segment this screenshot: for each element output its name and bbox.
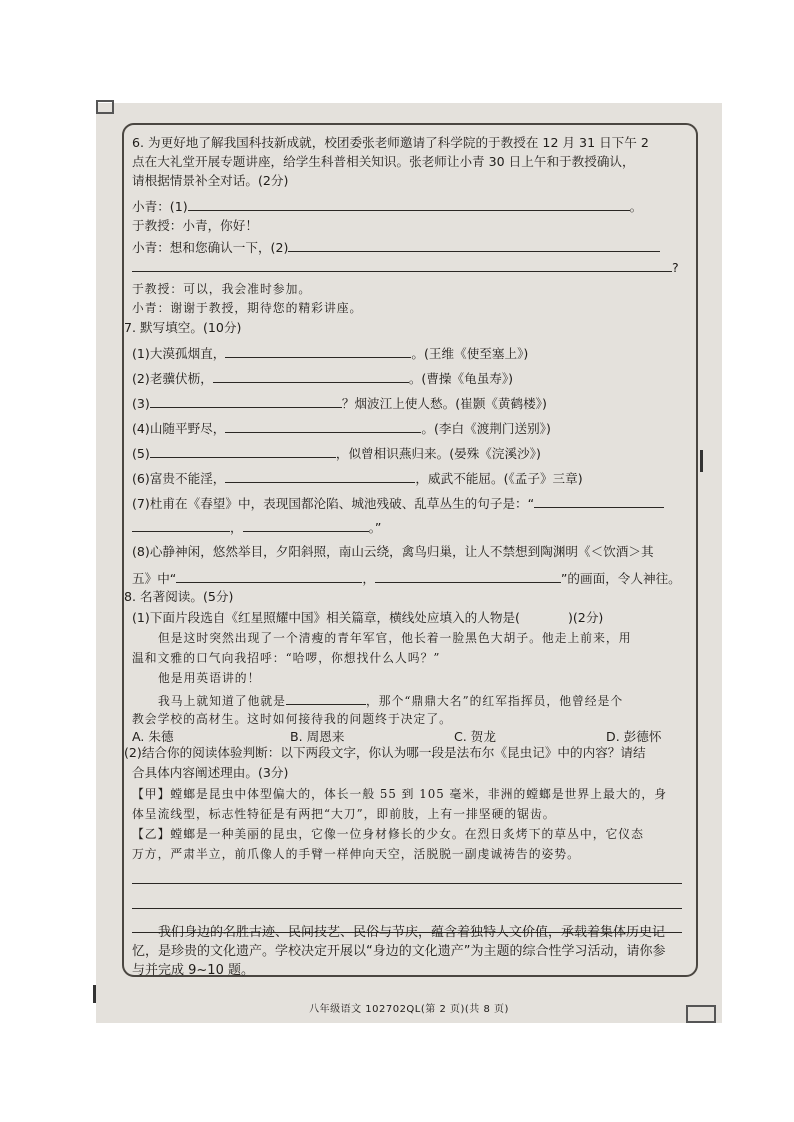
q7-item-6-prompt: (6)富贵不能淫， (132, 471, 226, 486)
q7-item-3 (132, 394, 547, 412)
q7-item-8: (8)心静神闲，悠然举目，夕阳斜照，南山云绕，禽鸟归巢，让人不禁想到陶渊明《＜饮酒＞其 (132, 544, 654, 559)
corner-mark-bottom-right (686, 1005, 716, 1023)
q7-item-4 (132, 419, 551, 437)
q8-part1 (132, 610, 603, 626)
q8-passage-line4 (158, 691, 623, 709)
q7-item-4-source: 。(李白《渡荆门送别》) (421, 421, 551, 436)
q7-item-5-source: ，似曾相识燕归来。(晏殊《浣溪沙》) (335, 446, 541, 461)
q7-blank-7c[interactable] (243, 518, 369, 532)
q7-item-3-prompt: (3) (132, 396, 150, 411)
q7-item-8-comma: ， (362, 571, 375, 586)
q8-jia-line2: 体呈流线型，标志性特征是有两把“大刀”，即前肢，上有一排坚硬的锯齿。 (132, 807, 556, 821)
q8-option-c[interactable]: C. 贺龙 (454, 729, 496, 744)
q7-blank-4[interactable] (225, 419, 421, 433)
q6-blank-1[interactable] (188, 197, 630, 211)
q7-item-2-prompt: (2)老骥伏枥， (132, 371, 213, 386)
q7-item-5-prompt: (5) (132, 446, 150, 461)
q6-blank-2[interactable] (288, 238, 660, 252)
q7-blank-2[interactable] (213, 369, 409, 383)
q7-blank-7b[interactable] (132, 518, 230, 532)
q7-item-8-end: ”的画面，令人神往。 (560, 571, 681, 586)
q7-blank-6[interactable] (225, 469, 415, 483)
q8-answer-line-2[interactable] (132, 908, 682, 909)
q6-dialogue-4: 于教授：可以，我会准时参加。 (132, 282, 312, 296)
q7-blank-1[interactable] (225, 344, 411, 358)
q6-dialogue-5: 小青：谢谢于教授，期待您的精彩讲座。 (132, 301, 363, 315)
q7-item-7-cont (132, 518, 381, 536)
q7-item-7-comma: ， (230, 520, 243, 535)
q6-dialogue-3 (132, 238, 660, 256)
page-footer: 八年级语文 102702QL(第 2 页)(共 8 页) (309, 1004, 509, 1015)
q6-line2: 点在大礼堂开展专题讲座，给学生科普相关知识。张老师让小青 30 日上午和于教授确认， (132, 154, 635, 169)
q8-part2-line2: 合具体内容阐述理由。(3分) (132, 765, 289, 780)
q7-item-8-open: 五》中“ (132, 571, 177, 586)
intro-line1: 我们身边的名胜古迹、民间技艺、民俗与节庆，蕴含着独特人文价值，承载着集体历史记 (158, 925, 666, 940)
q6-dialogue-1 (132, 197, 642, 215)
q7-item-5 (132, 444, 541, 462)
q8-passage-line5: 教会学校的高材生。这时如何接待我的问题终于决定了。 (132, 712, 452, 726)
intro-line2: 忆，是珍贵的文化遗产。学校决定开展以“身边的文化遗产”为主题的综合性学习活动，请你参 (132, 944, 666, 959)
q8-part1-prompt: (1)下面片段选自《红星照耀中国》相关篇章，横线处应填入的人物是( (132, 610, 520, 625)
q6-dialogue-3-end: ? (672, 260, 679, 275)
q7-item-2 (132, 369, 513, 387)
q6-dialogue-1-label: 小青：(1) (132, 199, 188, 214)
q7-blank-3[interactable] (150, 394, 342, 408)
q6-dialogue-1-end: 。 (629, 199, 643, 214)
q7-title: 7. 默写填空。(10分) (124, 320, 242, 335)
q8-yi-line2: 万方，严肃半立，前爪像人的手臂一样伸向天空，活脱脱一副虔诚祷告的姿势。 (132, 847, 580, 861)
q8-passage-line3: 他是用英语讲的！ (158, 671, 261, 685)
edge-mark-right (700, 450, 703, 472)
q7-item-2-source: 。(曹操《龟虽寿》) (408, 371, 514, 386)
q7-item-7-prompt: (7)杜甫在《春望》中，表现国都沦陷、城池残破、乱草丛生的句子是：“ (132, 496, 535, 511)
q6-dialogue-2: 于教授：小青，你好！ (132, 218, 258, 233)
q6-line1: 6. 为更好地了解我国科技新成就，校团委张老师邀请了科学院的于教授在 12 月 31 日下午 2 (132, 135, 649, 150)
q6-line3: 请根据情景补全对话。(2分) (132, 173, 289, 188)
q7-item-7-end: 。” (368, 520, 382, 535)
q8-part2-line1: (2)结合你的阅读体验判断：以下两段文字，你认为哪一段是法布尔《昆虫记》中的内容？请结 (124, 745, 646, 760)
exam-sheet (96, 103, 722, 1023)
corner-mark-top-left (96, 100, 114, 114)
q7-blank-5[interactable] (150, 444, 336, 458)
q7-item-6-source: ，威武不能屈。(《孟子》三章) (415, 471, 583, 486)
q7-item-1-source: 。(王维《使至塞上》) (411, 346, 529, 361)
q7-item-3-source: ？烟波江上使人愁。(崔颢《黄鹤楼》) (341, 396, 547, 411)
q7-item-4-prompt: (4)山随平野尽， (132, 421, 226, 436)
q8-part1-score: )(2分) (567, 610, 604, 625)
q7-item-6 (132, 469, 583, 487)
q8-jia-line1: 【甲】螳螂是昆虫中体型偏大的，体长一般 55 到 105 毫米，非洲的螳螂是世界上最大的，身 (132, 787, 668, 801)
q8-option-b[interactable]: B. 周恩来 (290, 729, 345, 744)
q8-option-d[interactable]: D. 彭德怀 (606, 729, 662, 744)
q7-item-8-cont (132, 569, 681, 587)
q7-blank-8b[interactable] (375, 569, 561, 583)
q7-item-1-prompt: (1)大漠孤烟直， (132, 346, 226, 361)
q6-dialogue-3-label: 小青：想和您确认一下，(2) (132, 240, 289, 255)
q8-passage-line2: 温和文雅的口气向我招呼：“哈啰，你想找什么人吗？” (132, 651, 441, 665)
q8-passage-blank (286, 691, 366, 705)
q6-blank-2-cont (132, 258, 679, 276)
intro-line3: 与并完成 9~10 题。 (132, 963, 254, 978)
q7-item-7 (132, 494, 664, 512)
q8-option-a[interactable]: A. 朱德 (132, 729, 174, 744)
q7-item-1 (132, 344, 528, 362)
question-frame (122, 123, 698, 977)
q7-blank-8a[interactable] (176, 569, 362, 583)
q6-blank-2-line[interactable] (132, 258, 672, 272)
q7-blank-7a[interactable] (534, 494, 664, 508)
q8-passage-line1: 但是这时突然出现了一个清瘦的青年军官，他长着一脸黑色大胡子。他走上前来，用 (158, 631, 632, 645)
edge-mark-left (93, 985, 96, 1003)
q8-yi-line1: 【乙】螳螂是一种美丽的昆虫，它像一位身材修长的少女。在烈日炙烤下的草丛中，它仪态 (132, 827, 644, 841)
q8-passage-line4-b: ，那个“鼎鼎大名”的红军指挥员，他曾经是个 (365, 694, 624, 708)
q8-answer-line-1[interactable] (132, 883, 682, 884)
q8-passage-line4-a: 我马上就知道了他就是 (158, 694, 286, 708)
q8-title: 8. 名著阅读。(5分) (124, 589, 234, 604)
